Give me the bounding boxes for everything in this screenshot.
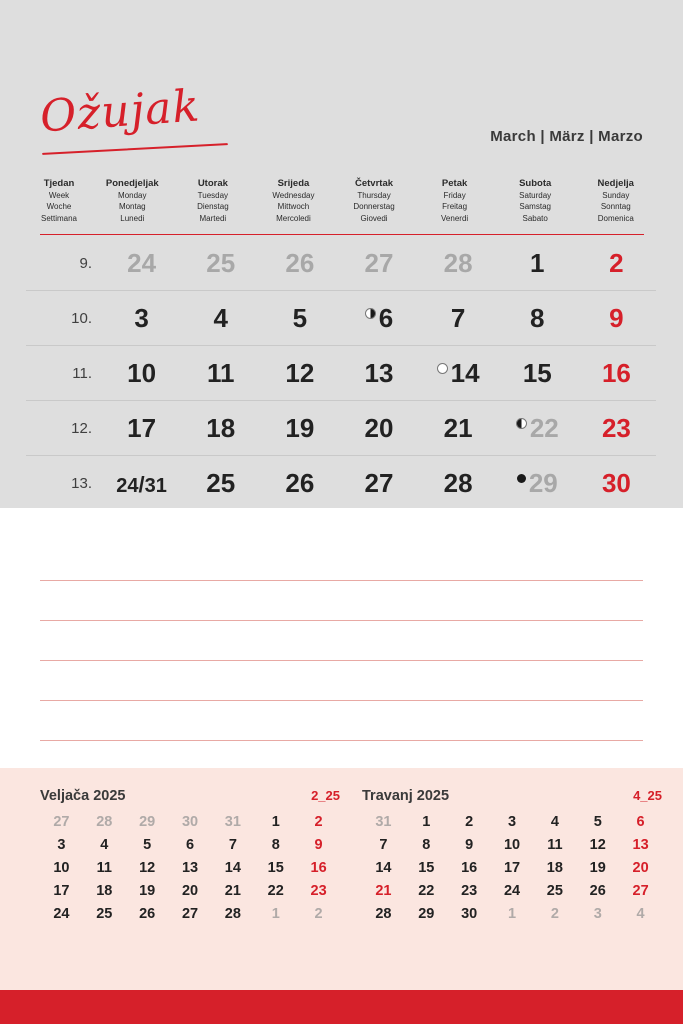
week-row (26, 401, 656, 456)
mini-day-cell[interactable]: 19 (139, 883, 156, 899)
mini-day-cell[interactable]: 30 (181, 814, 199, 830)
day-number: 6 (378, 302, 394, 333)
day-cell[interactable] (419, 303, 498, 334)
day-header-en: Monday (118, 190, 147, 200)
mini-day-cell[interactable]: 20 (632, 860, 649, 876)
week-number: 10. (71, 309, 92, 327)
day-header-de: Donnerstag (353, 202, 395, 211)
mini-day-cell[interactable]: 9 (465, 837, 474, 853)
day-header-en: Wednesday (272, 190, 315, 200)
day-header-en: Week (48, 190, 70, 200)
week-row (26, 291, 656, 346)
day-header-local: Tjedan (43, 178, 75, 189)
mini-day-cell[interactable]: 5 (143, 837, 152, 853)
mini-month-title: Veljača 2025 (40, 788, 126, 804)
week-number: 12. (71, 419, 92, 437)
day-cell[interactable] (419, 358, 498, 389)
mini-month-title: Travanj 2025 (362, 788, 450, 804)
note-line (40, 660, 643, 661)
mini-day-cell[interactable]: 1 (271, 906, 280, 922)
mini-week-row (40, 906, 340, 922)
mini-week-row (362, 837, 662, 853)
mini-week-row (362, 860, 662, 876)
day-header-3 (253, 178, 334, 230)
day-header-4 (334, 178, 415, 230)
mini-day-cell[interactable]: 4 (100, 837, 109, 853)
mini-day-cell[interactable]: 2 (314, 906, 323, 922)
day-header-local: Ponedjeljak (105, 178, 159, 189)
mini-day-cell[interactable]: 22 (418, 883, 435, 899)
mini-month-header (40, 788, 340, 804)
day-header-it: Lunedi (120, 213, 145, 223)
mini-day-cell[interactable]: 3 (593, 906, 602, 922)
mini-day-cell[interactable]: 17 (503, 860, 521, 876)
note-line (40, 700, 643, 701)
day-number: 19 (285, 412, 315, 443)
day-number: 7 (450, 302, 466, 333)
day-cell[interactable] (419, 248, 498, 279)
mini-day-cell[interactable]: 3 (57, 837, 66, 853)
mini-day-cell[interactable]: 6 (185, 837, 195, 853)
day-cell[interactable] (181, 413, 260, 444)
mini-day-cell[interactable]: 17 (53, 883, 70, 899)
day-cell[interactable] (102, 358, 181, 389)
day-header-5 (414, 178, 495, 230)
mini-day-cell[interactable]: 13 (632, 837, 649, 853)
day-cell[interactable] (339, 248, 418, 279)
mini-day-cell[interactable]: 14 (375, 860, 392, 876)
mini-day-cell[interactable]: 28 (375, 906, 392, 922)
mini-months-area (0, 768, 683, 990)
mini-day-cell[interactable]: 29 (418, 906, 435, 922)
mini-month-grid (362, 814, 662, 922)
day-header-2 (173, 178, 254, 230)
note-line (40, 620, 643, 621)
day-cell[interactable] (102, 468, 181, 499)
day-number: 23 (601, 412, 631, 443)
day-number: 4 (213, 302, 228, 333)
day-number: 3 (134, 302, 149, 333)
script-underline (42, 143, 228, 155)
day-cell[interactable] (102, 303, 181, 334)
day-number: 21 (443, 412, 473, 443)
mini-day-cell[interactable]: 29 (139, 814, 156, 830)
mini-day-cell[interactable]: 13 (181, 860, 199, 876)
day-number: 11 (206, 357, 235, 388)
day-cell[interactable] (577, 468, 656, 499)
language-month-names: March | März | Marzo (490, 128, 643, 145)
day-cell[interactable] (339, 468, 418, 499)
mini-day-cell[interactable]: 19 (589, 860, 606, 876)
mini-day-cell[interactable]: 27 (181, 906, 199, 922)
mini-month-code: 4_25 (633, 788, 662, 803)
weeks-grid (26, 236, 656, 510)
day-number: 9 (609, 302, 624, 333)
week-number: 11. (72, 364, 92, 382)
day-cell[interactable] (260, 303, 339, 334)
moon-phase-icon (437, 363, 448, 374)
day-header-6 (495, 178, 576, 230)
note-line (40, 580, 643, 581)
day-number: 15 (522, 357, 552, 388)
day-number: 25 (206, 247, 236, 278)
mini-day-cell[interactable]: 1 (422, 814, 431, 830)
day-cell[interactable] (498, 468, 577, 499)
day-header-1 (92, 178, 173, 230)
day-number: 8 (530, 302, 545, 333)
mini-week-row (40, 814, 340, 830)
mini-day-cell[interactable]: 5 (593, 814, 602, 830)
day-cell[interactable] (498, 248, 577, 279)
day-header-de: Mittwoch (277, 202, 310, 211)
day-cell[interactable] (339, 358, 418, 389)
day-header-en: Saturday (519, 190, 552, 200)
mini-day-cell[interactable]: 4 (636, 906, 645, 922)
day-header-de: Freitag (442, 202, 468, 211)
mini-day-cell[interactable]: 14 (224, 860, 241, 876)
mini-day-cell[interactable]: 18 (546, 860, 563, 876)
day-header-local: Četvrtak (355, 178, 394, 189)
header-divider (40, 234, 644, 235)
day-number: 30 (601, 467, 631, 498)
moon-phase-icon (516, 418, 527, 429)
day-cell[interactable] (577, 358, 656, 389)
mini-day-cell[interactable]: 11 (96, 860, 112, 876)
day-cell[interactable] (181, 468, 260, 499)
day-header-it: Domenica (597, 213, 634, 223)
day-number: 26 (285, 247, 315, 278)
day-number: 18 (206, 412, 236, 443)
mini-week-row (362, 883, 662, 899)
day-number: 17 (127, 412, 157, 443)
day-header-en: Friday (443, 190, 466, 200)
day-header-it: Settimana (40, 213, 78, 223)
day-cell[interactable] (419, 468, 498, 499)
day-number: 28 (443, 467, 473, 498)
mini-day-cell[interactable]: 28 (96, 814, 113, 830)
mini-day-cell[interactable]: 8 (422, 837, 431, 853)
mini-day-cell[interactable]: 2 (465, 814, 474, 830)
day-cell[interactable] (260, 248, 339, 279)
mini-week-row (40, 860, 340, 876)
day-header-en: Sunday (602, 190, 630, 200)
day-number: 10 (127, 357, 157, 388)
mini-day-cell[interactable]: 27 (53, 814, 70, 830)
day-number: 27 (364, 247, 394, 278)
day-header-local: Nedjelja (597, 178, 634, 189)
mini-day-cell[interactable]: 26 (139, 906, 156, 922)
day-header-en: Tuesday (197, 190, 229, 200)
week-row (26, 236, 656, 291)
day-cell[interactable] (260, 413, 339, 444)
moon-phase-icon (517, 474, 526, 483)
day-header-it: Sabato (522, 213, 548, 223)
week-row (26, 456, 656, 510)
mini-day-cell[interactable]: 10 (503, 837, 521, 853)
mini-month-previous (40, 788, 340, 922)
mini-day-cell[interactable]: 1 (271, 814, 280, 830)
mini-day-cell[interactable]: 1 (507, 906, 517, 922)
day-number: 24/31 (116, 471, 167, 497)
mini-month-code: 2_25 (311, 788, 340, 803)
mini-day-cell[interactable]: 28 (224, 906, 241, 922)
day-number: 26 (285, 467, 315, 498)
mini-day-cell[interactable]: 18 (96, 883, 113, 899)
day-cell[interactable] (498, 303, 577, 334)
day-cell[interactable] (577, 413, 656, 444)
day-number: 28 (443, 247, 473, 278)
mini-day-cell[interactable]: 21 (224, 883, 241, 899)
mini-day-cell[interactable]: 11 (547, 837, 563, 853)
day-header-en: Thursday (357, 190, 391, 200)
notes-area[interactable] (0, 508, 683, 768)
mini-day-cell[interactable]: 24 (53, 906, 70, 922)
day-header-it: Martedi (199, 213, 227, 223)
day-header-de: Dienstag (197, 202, 229, 211)
moon-phase-icon (365, 308, 376, 319)
mini-day-cell[interactable]: 20 (181, 883, 199, 899)
week-number: 9. (79, 254, 92, 272)
mini-day-cell[interactable]: 31 (224, 814, 241, 830)
mini-day-cell[interactable]: 31 (375, 814, 392, 830)
mini-day-cell[interactable]: 4 (550, 814, 559, 830)
mini-day-cell[interactable]: 9 (314, 837, 323, 853)
day-number: 12 (285, 357, 315, 388)
mini-day-cell[interactable]: 15 (418, 860, 435, 876)
mini-day-cell[interactable]: 25 (546, 883, 563, 899)
day-cell[interactable] (339, 413, 418, 444)
mini-day-cell[interactable]: 10 (53, 860, 70, 876)
day-cell[interactable] (181, 248, 260, 279)
day-number: 5 (292, 302, 308, 333)
note-line (40, 740, 643, 741)
day-cell[interactable] (498, 413, 577, 444)
day-number: 27 (364, 467, 394, 498)
mini-day-cell[interactable]: 23 (461, 883, 478, 899)
day-number: 29 (528, 467, 558, 498)
day-number: 24 (127, 247, 157, 278)
mini-day-cell[interactable]: 7 (379, 837, 388, 853)
mini-day-cell[interactable]: 2 (550, 906, 559, 922)
week-number: 13. (71, 474, 92, 492)
mini-week-row (40, 883, 340, 899)
day-header-it: Venerdi (441, 213, 469, 223)
day-cell[interactable] (102, 413, 181, 444)
day-header-de: Montag (118, 202, 146, 211)
day-cell[interactable] (577, 303, 656, 334)
mini-month-header (362, 788, 662, 804)
day-cell[interactable] (181, 358, 260, 389)
day-cell[interactable] (181, 303, 260, 334)
mini-day-cell[interactable]: 16 (461, 860, 478, 876)
day-header-7 (575, 178, 656, 230)
day-number: 14 (450, 357, 480, 388)
mini-day-cell[interactable]: 22 (267, 883, 284, 899)
mini-day-cell[interactable]: 21 (375, 883, 392, 899)
day-cell[interactable] (260, 468, 339, 499)
mini-day-cell[interactable]: 16 (310, 860, 327, 876)
day-number: 2 (609, 247, 624, 278)
day-header-de: Woche (46, 202, 72, 211)
mini-month-grid (40, 814, 340, 922)
mini-day-cell[interactable]: 2 (314, 814, 323, 830)
mini-day-cell[interactable]: 26 (589, 883, 606, 899)
day-number: 20 (364, 412, 394, 443)
day-header-de: Samstag (519, 202, 551, 211)
day-name-header-row (26, 178, 656, 230)
mini-day-cell[interactable]: 8 (271, 837, 280, 853)
day-number: 16 (601, 357, 631, 388)
mini-week-row (362, 906, 662, 922)
bottom-red-bar (0, 990, 683, 1024)
mini-day-cell[interactable]: 3 (507, 814, 517, 830)
mini-week-row (362, 814, 662, 830)
day-cell[interactable] (260, 358, 339, 389)
day-cell[interactable] (102, 248, 181, 279)
mini-day-cell[interactable]: 7 (228, 837, 237, 853)
day-cell[interactable] (419, 413, 498, 444)
week-row (26, 346, 656, 401)
day-number: 25 (206, 467, 236, 498)
mini-day-cell[interactable]: 24 (503, 883, 521, 899)
day-header-local: Srijeda (277, 178, 310, 189)
day-header-local: Petak (441, 178, 468, 189)
mini-day-cell[interactable]: 23 (310, 883, 327, 899)
day-cell[interactable] (498, 358, 577, 389)
day-header-local: Utorak (197, 178, 228, 189)
day-cell[interactable] (577, 248, 656, 279)
day-number: 22 (529, 412, 559, 443)
mini-day-cell[interactable]: 12 (589, 837, 606, 853)
mini-day-cell[interactable]: 30 (461, 906, 478, 922)
day-header-it: Giovedi (360, 213, 388, 223)
day-header-local: Subota (519, 178, 552, 189)
mini-month-next (362, 788, 662, 922)
day-number: 1 (530, 247, 545, 278)
mini-week-row (40, 837, 340, 853)
mini-day-cell[interactable]: 27 (632, 883, 649, 899)
month-script-title: Ožujak (38, 80, 202, 143)
mini-day-cell[interactable]: 12 (139, 860, 156, 876)
day-number: 13 (364, 357, 394, 388)
mini-day-cell[interactable]: 15 (267, 860, 284, 876)
day-header-it: Mercoledi (276, 213, 311, 223)
main-month-block (0, 0, 683, 508)
day-cell[interactable] (339, 303, 418, 334)
day-header-de: Sonntag (600, 202, 631, 211)
mini-day-cell[interactable]: 6 (636, 814, 645, 830)
mini-day-cell[interactable]: 25 (96, 906, 113, 922)
day-header-0 (26, 178, 92, 230)
